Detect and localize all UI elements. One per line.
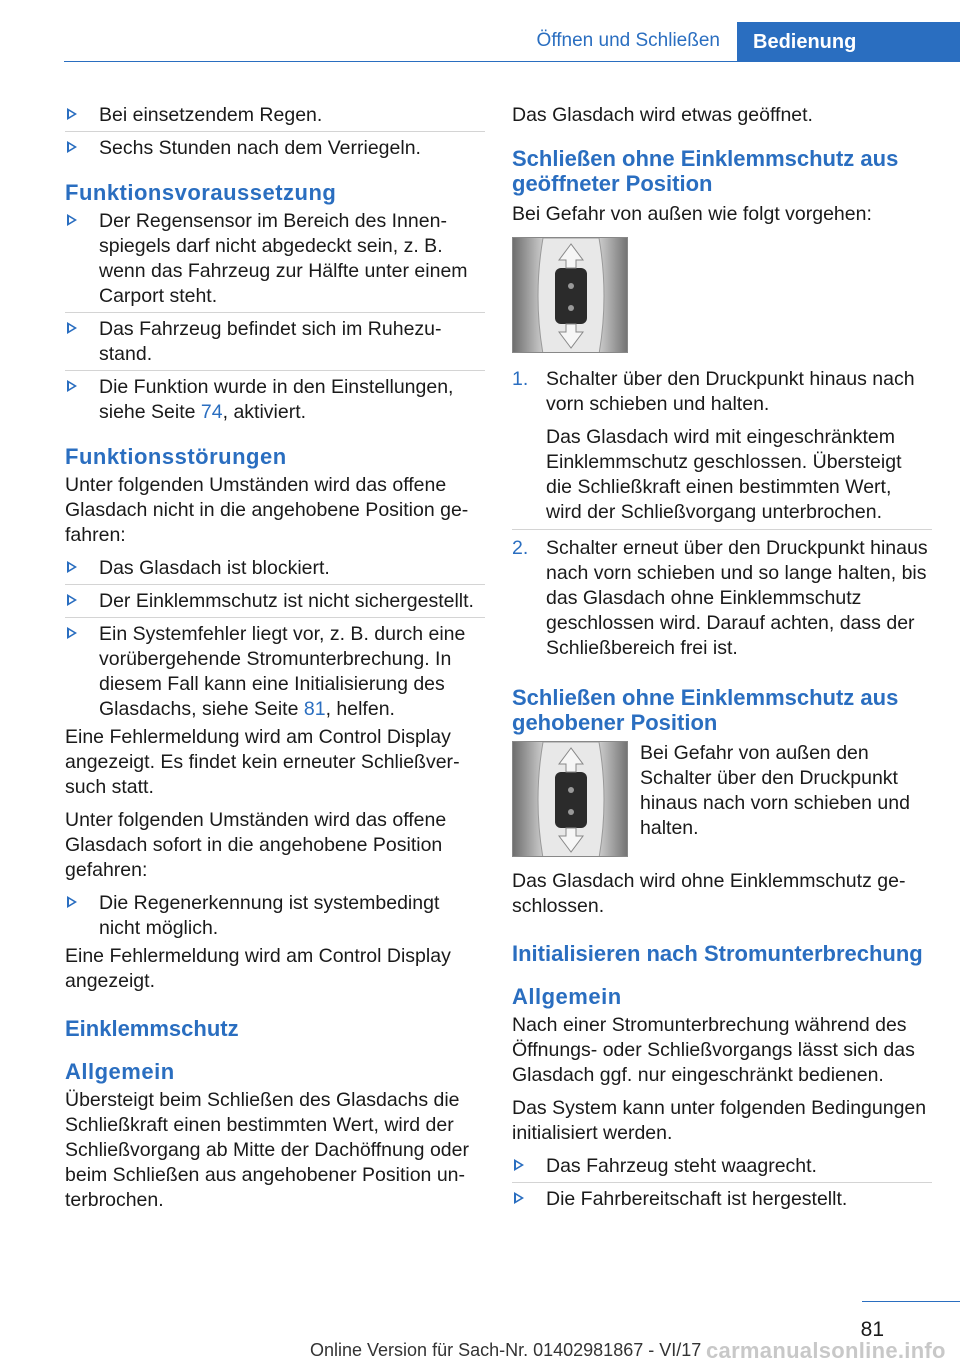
list-item: Die Regenerkennung ist systembedingt nicht möglich.: [65, 891, 485, 944]
bullet-arrow-icon: [67, 108, 77, 120]
roof-switch-icon: [512, 741, 628, 857]
watermark: carmanualsonline.info: [706, 1338, 946, 1362]
paragraph: Unter folgenden Umständen wird das offene Glasdach sofort in die angehobene Position gefahren:: [65, 809, 447, 881]
bullet-arrow-icon: [514, 1192, 524, 1204]
list-item: Sechs Stunden nach dem Verriegeln.: [65, 131, 485, 164]
list-item: Das Fahrzeug befindet sich im Ruhezustand.: [65, 312, 485, 370]
bullet-arrow-icon: [67, 141, 77, 153]
page-number: 81: [860, 1318, 884, 1341]
heading-funktionsvoraussetzung: Funktionsvoraussetzung: [65, 180, 337, 205]
list-item: Das Fahrzeug steht waagrecht.: [512, 1154, 932, 1182]
bullet-arrow-icon: [67, 594, 77, 606]
bullet-arrow-icon: [67, 896, 77, 908]
paragraph: Das Glasdach wird ohne Einklemmschutz geschlossen.: [512, 870, 906, 917]
heading-initialisieren: Initialisieren nach Stromunterbrechung: [512, 941, 923, 966]
bullet-list-rain: [65, 891, 485, 944]
footer-rule: [862, 1301, 960, 1302]
list-item: Der Einklemmschutz ist nicht sichergestellt.: [65, 584, 485, 617]
left-column: [65, 103, 485, 1221]
page-link-81[interactable]: 81: [303, 698, 326, 720]
list-item: Ein Systemfehler liegt vor, z. B. durch eine vorübergehende Stromunterbrechung. In diesem Fall kann eine Initialisierung des Glasdachs, siehe Seite 81, helfen.: [65, 617, 485, 725]
list-item: 2. Schalter erneut über den Druckpunkt hinaus nach vorn schieben und so lange halten, bis das Glasdach ohne Einklemmschutz geschlossen wird. Darauf achten, dass der Schließbereich frei ist.: [512, 529, 932, 665]
paragraph: Eine Fehlermeldung wird am Control Display angezeigt. Es findet kein erneuter Schließversuch statt.: [65, 726, 460, 798]
list-item: Die Fahrbereitschaft ist hergestellt.: [512, 1182, 932, 1215]
heading-close-raised-position: Schließen ohne Einklemmschutz aus gehobener Position: [512, 685, 899, 735]
bullet-arrow-icon: [67, 214, 77, 226]
paragraph: Das Glasdach wird etwas geöffnet.: [512, 104, 813, 126]
paragraph: Bei Gefahr von außen den Schalter über den Druckpunkt hinaus nach vorn schieben und halten.: [640, 742, 910, 839]
online-version-text: Online Version für Sach-Nr. 01402981867 - VI/17: [310, 1340, 702, 1360]
heading-allgemein: Allgemein: [512, 984, 622, 1009]
right-column: [512, 103, 932, 1215]
list-item: Die Funktion wurde in den Einstellungen, siehe Seite 74, aktiviert.: [65, 370, 485, 428]
switch-image-1: [512, 237, 932, 353]
bullet-list-init-conditions: [512, 1154, 932, 1215]
header-section-title: Öffnen und Schließen: [536, 30, 720, 51]
paragraph: Unter folgenden Umständen wird das offene Glasdach nicht in die angehobene Position gefahren:: [65, 474, 469, 546]
bullet-list-malfunctions: [65, 556, 485, 725]
list-item: Das Glasdach ist blockiert.: [65, 556, 485, 584]
heading-einklemmschutz: Einklemmschutz: [65, 1016, 239, 1041]
roof-switch-icon: [512, 237, 628, 353]
list-item: Bei einsetzendem Regen.: [65, 103, 485, 131]
paragraph: Eine Fehlermeldung wird am Control Display angezeigt.: [65, 945, 451, 992]
list-item: 1. Schalter über den Druckpunkt hinaus nach vorn schieben und halten. Das Glasdach wird mit eingeschränktem Einklemmschutz geschlossen. Übersteigt die Schließkraft einen bestimmten Wert, wird der Schließvorgang unterbrochen.: [512, 368, 915, 523]
paragraph: Nach einer Stromunterbrechung während des Öffnungs- oder Schließvorgangs lässt sich das Glasdach ggf. nur eingeschränkt bedienen.: [512, 1014, 915, 1086]
bullet-arrow-icon: [67, 380, 77, 392]
bullet-arrow-icon: [67, 627, 77, 639]
bullet-arrow-icon: [67, 322, 77, 334]
switch-image-2-block: [512, 741, 932, 857]
list-item: Der Regensensor im Bereich des Innenspiegels darf nicht abgedeckt sein, z. B. wenn das Fahrzeug zur Hälfte unter einem Carport steht.: [65, 209, 485, 312]
page-link-74[interactable]: 74: [200, 401, 223, 423]
bullet-arrow-icon: [67, 561, 77, 573]
bullet-arrow-icon: [514, 1159, 524, 1171]
paragraph: Übersteigt beim Schließen des Glasdachs die Schließkraft einen bestimmten Wert, wird der Schließvorgang ab Mitte der Dachöffnung oder beim Schließen aus angehobener Position unterbrochen.: [65, 1089, 469, 1211]
heading-close-open-position: Schließen ohne Einklemmschutz aus geöffneter Position: [512, 146, 899, 196]
heading-funktionsstoerungen: Funktionsstörungen: [65, 444, 287, 469]
header-chapter-tab: Bedienung: [737, 22, 960, 62]
numbered-steps: [512, 367, 932, 665]
bullet-list-conditions: [65, 103, 485, 164]
paragraph: Das System kann unter folgenden Bedingungen initialisiert werden.: [512, 1097, 927, 1144]
paragraph: Bei Gefahr von außen wie folgt vorgehen:: [512, 203, 872, 225]
heading-allgemein: Allgemein: [65, 1059, 175, 1084]
bullet-list-requirements: [65, 209, 485, 428]
header-rule: [64, 61, 960, 62]
